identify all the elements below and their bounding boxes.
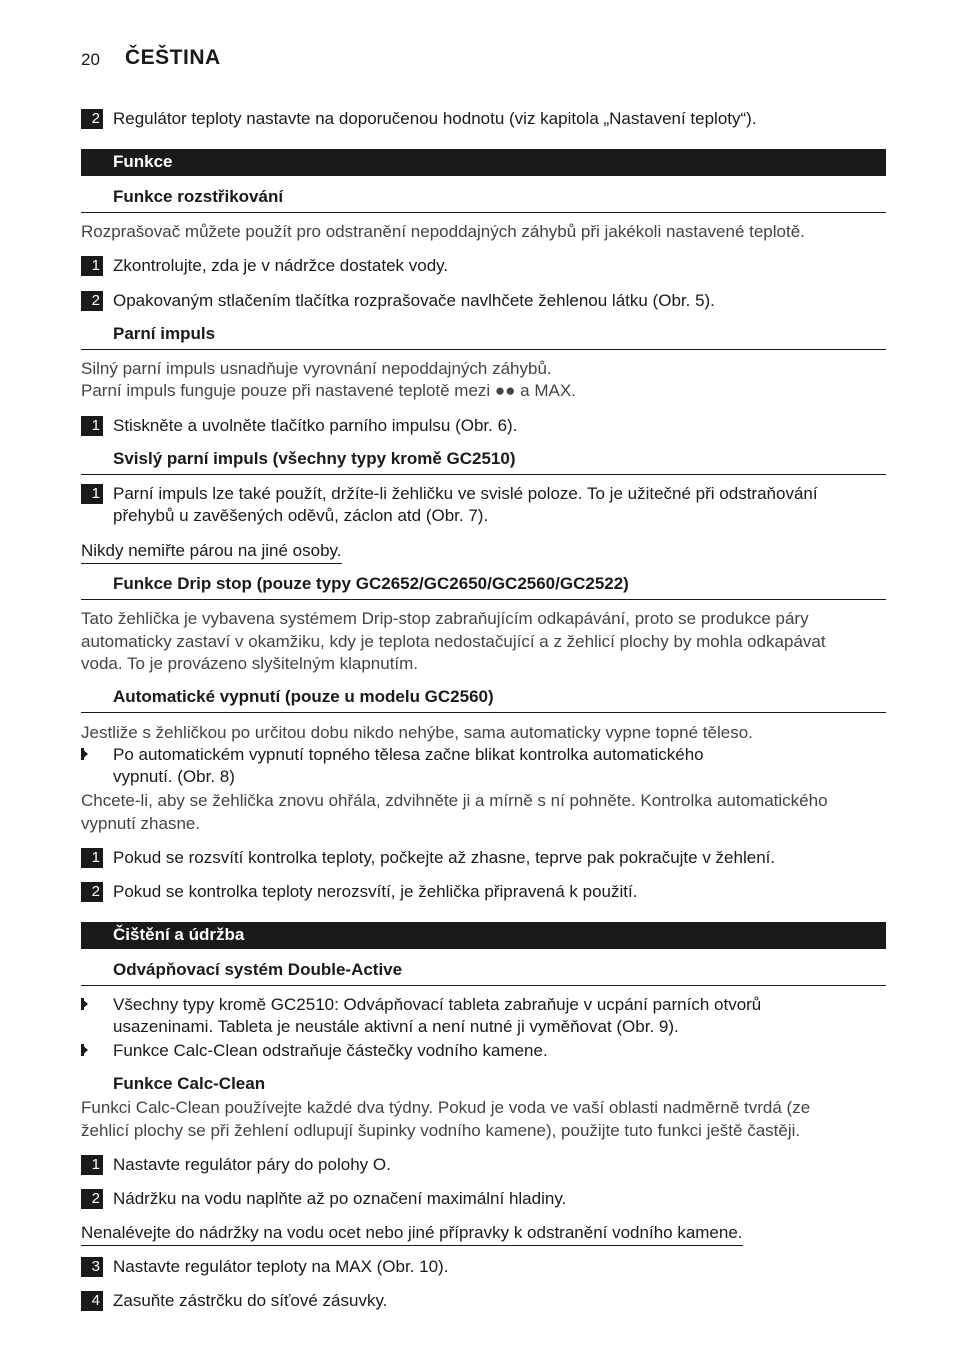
step-number: 1 xyxy=(81,484,103,504)
step-text: Stiskněte a uvolněte tlačítko parního impulsu (Obr. 6). xyxy=(113,416,518,435)
paragraph: voda. To je provázeno slyšitelným klapnutím. xyxy=(81,654,419,673)
step xyxy=(81,255,886,277)
step-number: 2 xyxy=(81,291,103,311)
step-text: Parní impuls lze také použít, držíte-li žehličku ve svislé poloze. To je užitečné při odstraňování xyxy=(113,484,818,503)
step xyxy=(81,847,886,869)
step-text: Zkontrolujte, zda je v nádržce dostatek vody. xyxy=(113,256,449,275)
paragraph: žehlicí plochy se při žehlení odlupují šupinky vodního kamene), použijte tuto funkci ještě častěji. xyxy=(81,1121,801,1140)
step-text: Nastavte regulátor teploty na MAX (Obr. 10). xyxy=(113,1257,449,1276)
bullet-text: vypnutí. (Obr. 8) xyxy=(113,767,235,786)
subheading-text: Odvápňovací systém Double-Active xyxy=(113,960,403,979)
subheading-text: Automatické vypnutí (pouze u modelu GC2560) xyxy=(113,687,494,706)
section-header-funkce xyxy=(81,149,886,176)
subheading-odvap xyxy=(81,955,886,986)
step xyxy=(81,290,886,312)
bullet-icon xyxy=(81,998,88,1010)
bullet-text: Funkce Calc-Clean odstraňuje částečky vodního kamene. xyxy=(113,1041,548,1060)
paragraph: Parní impuls funguje pouze při nastavené teplotě mezi ●● a MAX. xyxy=(81,381,576,400)
step-number: 2 xyxy=(81,882,103,902)
subheading-parni xyxy=(81,319,886,350)
bullet-item xyxy=(81,994,886,1038)
step-number: 1 xyxy=(81,256,103,276)
paragraph: Tato žehlička je vybavena systémem Drip-stop zabraňujícím odkapávání, proto se produkce páry xyxy=(81,609,809,628)
subheading-rozstrik xyxy=(81,182,886,213)
bullet-icon xyxy=(81,748,88,760)
step xyxy=(81,1188,886,1210)
step xyxy=(81,483,886,527)
page-number: 20 xyxy=(81,50,100,69)
paragraph: Rozprašovač můžete použít pro odstranění nepoddajných záhybů při jakékoli nastavené teplotě. xyxy=(81,222,805,241)
step-text: Opakovaným stlačením tlačítka rozprašovače navlhčete žehlenou látku (Obr. 5). xyxy=(113,291,715,310)
subheading-text: Parní impuls xyxy=(113,324,216,343)
step-number: 1 xyxy=(81,1155,103,1175)
section-title: Funkce xyxy=(113,152,173,171)
step-number: 3 xyxy=(81,1257,103,1277)
step-text: Zasuňte zástrčku do síťové zásuvky. xyxy=(113,1291,388,1310)
section-header-cisteni xyxy=(81,922,886,949)
step-text: přehybů u zavěšených oděvů, záclon atd (Obr. 7). xyxy=(113,506,489,525)
subheading-calc: Funkce Calc-Clean xyxy=(113,1074,266,1093)
bullet-icon xyxy=(81,1044,88,1056)
step-number: 4 xyxy=(81,1291,103,1311)
step-number: 2 xyxy=(81,109,103,129)
section-title: Čištění a údržba xyxy=(113,925,245,944)
step-text: Nastavte regulátor páry do polohy O. xyxy=(113,1155,391,1174)
step xyxy=(81,1290,886,1312)
paragraph: Silný parní impuls usnadňuje vyrovnání nepoddajných záhybů. xyxy=(81,359,552,378)
step xyxy=(81,1256,886,1278)
language-title: ČEŠTINA xyxy=(125,46,221,69)
step xyxy=(81,415,886,437)
bullet-item xyxy=(81,744,886,788)
bullet-text: Všechny typy kromě GC2510: Odvápňovací tableta zabraňuje v ucpání parních otvorů xyxy=(113,995,762,1014)
bullet-text: Po automatickém vypnutí topného tělesa začne blikat kontrolka automatického xyxy=(113,745,704,764)
paragraph: vypnutí zhasne. xyxy=(81,814,201,833)
warning-text: Nenalévejte do nádržky na vodu ocet nebo jiné přípravky k odstranění vodního kamene. xyxy=(81,1222,743,1246)
step-intro xyxy=(81,108,886,130)
step-number: 1 xyxy=(81,416,103,436)
paragraph: Chcete-li, aby se žehlička znovu ohřála, zdvihněte ji a mírně s ní pohněte. Kontrolka automatického xyxy=(81,791,828,810)
subheading-auto xyxy=(81,682,886,713)
subheading-text: Funkce rozstřikování xyxy=(113,187,284,206)
bullet-text: usazeninami. Tableta je neustále aktivní a není nutné ji vyměňovat (Obr. 9). xyxy=(113,1017,679,1036)
warning-text: Nikdy nemiřte párou na jiné osoby. xyxy=(81,540,342,564)
subheading-text: Funkce Drip stop (pouze typy GC2652/GC2650/GC2560/GC2522) xyxy=(113,574,629,593)
step-number: 2 xyxy=(81,1189,103,1209)
paragraph: automaticky zastaví v okamžiku, kdy je teplota nedostačující a z žehlicí plochy by mohla odkapávat xyxy=(81,632,826,651)
step-text: Pokud se kontrolka teploty nerozsvítí, je žehlička připravená k použití. xyxy=(113,882,638,901)
paragraph: Funkci Calc-Clean používejte každé dva týdny. Pokud je voda ve vaší oblasti nadměrně tvrdá (ze xyxy=(81,1098,811,1117)
step xyxy=(81,1154,886,1176)
step-number: 1 xyxy=(81,848,103,868)
step-text: Pokud se rozsvítí kontrolka teploty, počkejte až zhasne, teprve pak pokračujte v žehlení. xyxy=(113,848,776,867)
step-text: Nádržku na vodu naplňte až po označení maximální hladiny. xyxy=(113,1189,567,1208)
subheading-svisly xyxy=(81,444,886,475)
subheading-drip xyxy=(81,569,886,600)
step-text: Regulátor teploty nastavte na doporučenou hodnotu (viz kapitola „Nastavení teploty“). xyxy=(113,109,757,128)
paragraph: Jestliže s žehličkou po určitou dobu nikdo nehýbe, sama automaticky vypne topné těleso. xyxy=(81,723,753,742)
bullet-item xyxy=(81,1040,886,1062)
subheading-text: Svislý parní impuls (všechny typy kromě GC2510) xyxy=(113,449,516,468)
step xyxy=(81,881,886,903)
